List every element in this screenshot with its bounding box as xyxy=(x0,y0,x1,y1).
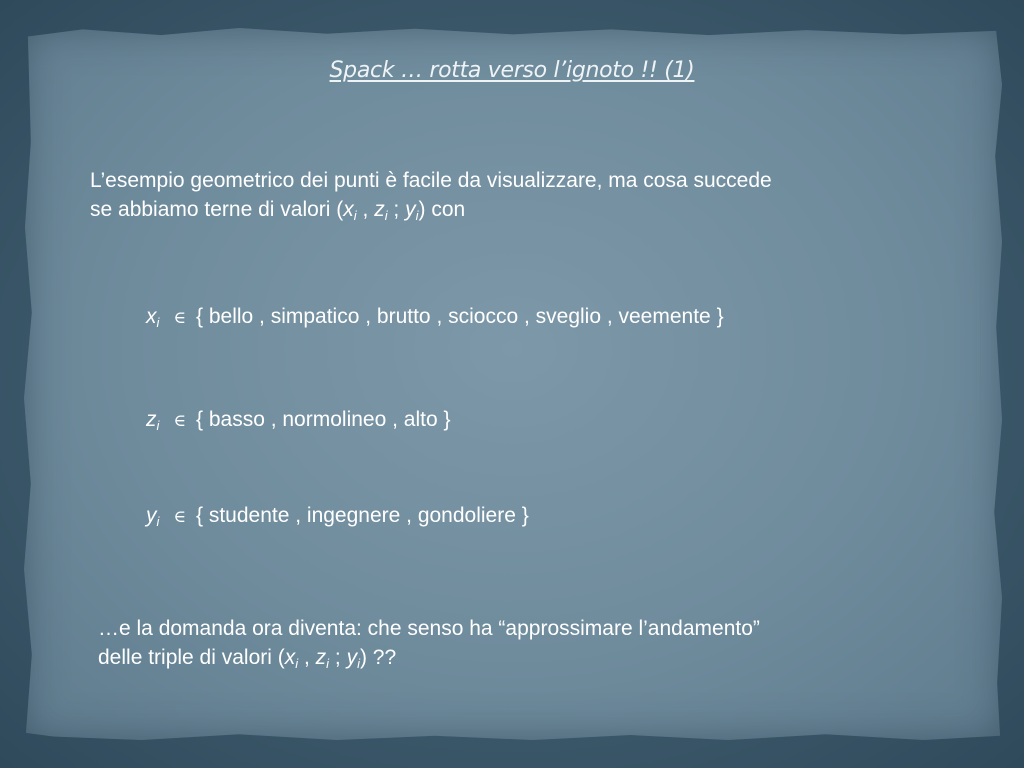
var-y: y xyxy=(405,198,416,221)
var-y: y xyxy=(346,646,358,669)
closing-line-2 xyxy=(98,643,958,672)
intro-paragraph xyxy=(90,166,950,224)
set-var: y xyxy=(146,504,157,527)
intro-line-2-prefix: se abbiamo terne di valori ( xyxy=(90,198,344,221)
set-line-y xyxy=(146,501,529,532)
separator-comma: , xyxy=(356,198,375,221)
element-of-symbol: ∈ xyxy=(173,308,186,328)
set-line-z xyxy=(146,405,450,436)
sub-i: i xyxy=(415,208,419,223)
intro-line-2-suffix: ) con xyxy=(418,198,466,221)
sub-i: i xyxy=(357,656,360,671)
sub-i: i xyxy=(326,656,330,671)
var-x: x xyxy=(284,646,296,669)
set-sub: i xyxy=(156,315,160,330)
set-values: { studente , ingegnere , gondoliere } xyxy=(195,504,529,527)
var-z: z xyxy=(315,646,327,669)
intro-line-2 xyxy=(90,195,950,224)
separator-semicolon: ; xyxy=(387,198,406,221)
intro-line-1: L’esempio geometrico dei punti è facile da visualizzare, ma cosa succede xyxy=(90,169,772,192)
set-sub: i xyxy=(156,514,160,529)
set-values: { bello , simpatico , brutto , sciocco , sveglio , veemente } xyxy=(195,305,724,328)
var-z: z xyxy=(374,198,385,221)
separator-semicolon: ; xyxy=(329,646,347,669)
set-sub: i xyxy=(156,418,160,433)
set-var: x xyxy=(146,305,157,328)
closing-line-1: …e la domanda ora diventa: che senso ha “approssimare l’andamento” xyxy=(98,617,760,640)
sub-i: i xyxy=(384,208,388,223)
closing-paragraph xyxy=(98,614,958,672)
element-of-symbol: ∈ xyxy=(173,507,186,527)
set-var: z xyxy=(146,408,157,431)
element-of-symbol: ∈ xyxy=(173,411,186,431)
separator-comma: , xyxy=(298,646,316,669)
set-line-x xyxy=(146,302,724,333)
closing-line-2-suffix: ) ?? xyxy=(359,646,397,669)
closing-line-2-prefix: delle triple di valori ( xyxy=(98,646,285,669)
sub-i: i xyxy=(295,656,299,671)
slide-title: Spack … rotta verso l’ignoto !! (1) xyxy=(329,58,695,83)
var-x: x xyxy=(343,198,354,221)
set-values: { basso , normolineo , alto } xyxy=(195,408,451,431)
sub-i: i xyxy=(353,208,357,223)
